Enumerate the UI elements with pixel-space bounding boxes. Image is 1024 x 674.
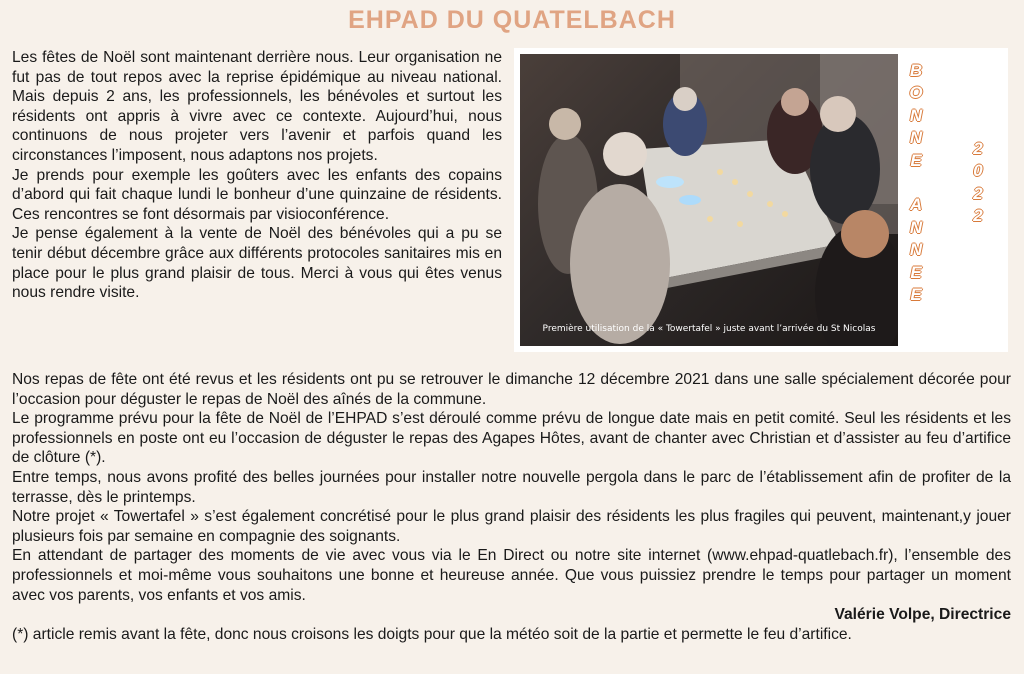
greeting-letter: A bbox=[909, 195, 923, 215]
main-column bbox=[12, 370, 1011, 644]
page-title: EHPAD DU QUATELBACH bbox=[348, 6, 676, 34]
greeting-letter: E bbox=[910, 262, 922, 282]
greeting-year-digit: 2 bbox=[973, 139, 983, 158]
greeting-year-digit: 2 bbox=[973, 183, 983, 203]
paragraph: Entre temps, nous avons profité des belles journées pour installer notre nouvelle pergola dans le parc de l’établissement afin de profiter de la terrasse, dès le printemps. bbox=[12, 468, 1011, 506]
greeting-letter: N bbox=[909, 217, 923, 237]
intro-column bbox=[12, 48, 502, 303]
greeting-letter: O bbox=[909, 83, 923, 103]
greeting-letter: E bbox=[910, 150, 922, 170]
paragraph: Je prends pour exemple les goûters avec les enfants des copains d’abord qui fait chaque lundi le bonheur d’une quinzaine de résidents. Ces rencontres se font désormais par visioconférence. bbox=[12, 166, 502, 223]
paragraph: En attendant de partager des moments de vie avec vous via le En Direct ou notre site internet (www.ehpad-quatlebach.fr), l’ensemble des professionnels et moi-même vous souhaitons une bonne et heureuse année. Que vous puissiez prendre le temps pour partager un moment avec vos parents, vos enfants et vos amis. bbox=[12, 547, 1011, 604]
greeting-letter: N bbox=[909, 240, 923, 260]
photo-illustration bbox=[520, 54, 898, 346]
greeting-letter: N bbox=[909, 128, 923, 148]
towertafel-photo bbox=[520, 54, 898, 346]
greeting-letter: N bbox=[909, 105, 923, 125]
greeting-year-digit: 2 bbox=[973, 206, 983, 226]
greeting-letter bbox=[906, 172, 926, 194]
greeting-letter: B bbox=[909, 61, 923, 80]
photo-caption: Première utilisation de la « Towertafel » juste avant l’arrivée du St Nicolas bbox=[542, 324, 876, 334]
paragraph: Le programme prévu pour la fête de Noël de l’EHPAD s’est déroulé comme prévu de longue date mais en petit comité. Seul les résidents et les professionnels en poste ont eu l’occasion de déguster le repas des Agapes Hôtes, avant de chanter avec Christian et d’assister au feu d’artifice de clôture (*). bbox=[12, 410, 1011, 467]
greeting-year-digit: 0 bbox=[973, 161, 983, 181]
greeting-letter: E bbox=[910, 284, 922, 304]
paragraph: Je pense également à la vente de Noël des bénévoles qui a pu se tenir début décembre grâce aux différents protocoles sanitaires mis en place pour le plus grand plaisir de tous. Merci à vous qui êtes venus nous rendre visite. bbox=[12, 225, 502, 302]
greeting-year bbox=[968, 138, 988, 228]
paragraph: Notre projet « Towertafel » s’est également concrétisé pour le plus grand plaisir des résidents les plus fragiles qui peuvent, maintenant,y jouer plusieurs fois par semaine en compagnie des soignants. bbox=[12, 508, 1011, 545]
greeting-bonne-annee bbox=[906, 60, 926, 306]
paragraph: Les fêtes de Noël sont maintenant derrière nous. Leur organisation ne fut pas de tout repos avec la reprise épidémique au niveau national. Mais depuis 2 ans, les professionnels, les bénévoles et surtout les résidents ont appris à vivre avec ce contexte. Aujourd’hui, nous continuons de nous projeter vers l’avenir et parfois quand les circonstances l’imposent, nous adaptons nos projets. bbox=[12, 49, 502, 164]
signature: Valérie Volpe, Directrice bbox=[834, 606, 1011, 624]
paragraph: Nos repas de fête ont été revus et les résidents ont pu se retrouver le dimanche 12 décembre 2021 dans une salle spécialement décorée pour l’occasion pour déguster le repas de Noël des aînés de la commune. bbox=[12, 371, 1011, 408]
photo-card bbox=[514, 48, 1008, 352]
footnote: (*) article remis avant la fête, donc nous croisons les doigts pour que la météo soit de la partie et permette le feu d’artifice. bbox=[12, 625, 852, 643]
